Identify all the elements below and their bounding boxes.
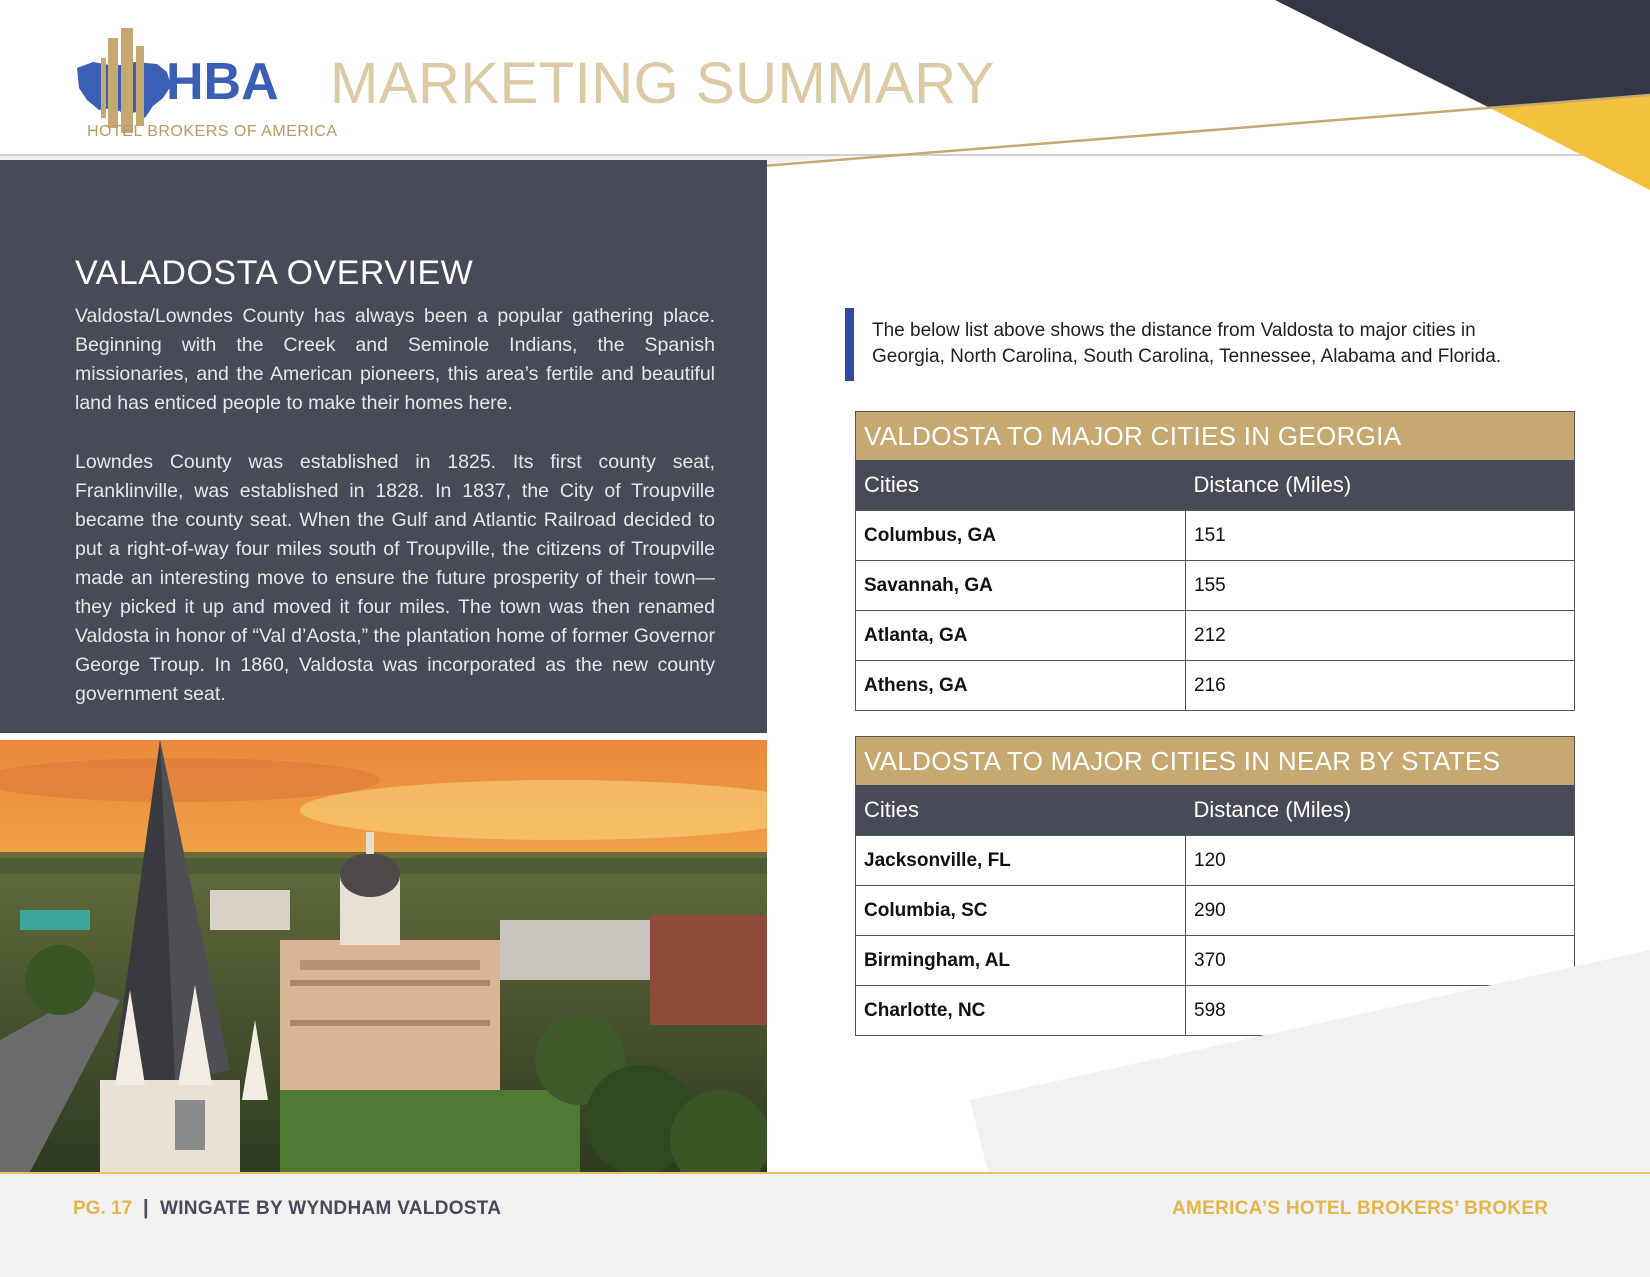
table-row bbox=[856, 836, 1575, 886]
distance-cell: 370 bbox=[1186, 936, 1575, 986]
overview-paragraph: Lowndes County was established in 1825. Its first county seat, Franklinville, was established in 1828. In 1837, the City of Troupville became the county seat. When the Gulf and Atlantic Railroad decided to put a right-of-way four miles south of Troupville, the citizens of Troupville made an interesting move to ensure the future prosperity of their town—they picked it up and moved it four miles. The town was then renamed Valdosta in honor of “Val d’Aosta,” the plantation home of former Governor George Troup. In 1860, Valdosta was incorporated as the new county government seat. bbox=[75, 451, 715, 705]
dark-corner-shape bbox=[1275, 0, 1650, 108]
column-header-cities: Cities bbox=[856, 460, 1186, 511]
valdosta-aerial-photo bbox=[0, 740, 767, 1172]
page-title: MARKETING SUMMARY bbox=[330, 51, 995, 116]
overview-paragraph: Valdosta/Lowndes County has always been a popular gathering place. Beginning with the Creek and Seminole Indians, the Spanish missionaries, and the American pioneers, this area’s fertile and beautiful land has enticed people to make their homes here. bbox=[75, 305, 715, 414]
footer bbox=[0, 1172, 1650, 1277]
table-row bbox=[856, 886, 1575, 936]
column-header-distance: Distance (Miles) bbox=[1186, 785, 1575, 836]
footer-separator: | bbox=[143, 1197, 149, 1219]
city-cell: Atlanta, GA bbox=[856, 611, 1186, 661]
city-cell: Columbia, SC bbox=[856, 886, 1186, 936]
table-row bbox=[856, 661, 1575, 711]
table-title: VALDOSTA TO MAJOR CITIES IN NEAR BY STATES bbox=[856, 737, 1575, 786]
intro-text: The below list above shows the distance from Valdosta to major cities in Georgia, North Carolina, South Carolina, Tennessee, Alabama and Florida. bbox=[872, 320, 1502, 367]
city-cell: Birmingham, AL bbox=[856, 936, 1186, 986]
distance-unit: (Miles) bbox=[1285, 797, 1352, 822]
distance-cell: 155 bbox=[1186, 561, 1575, 611]
logo-wordmark: HBA bbox=[166, 53, 279, 111]
overview-heading: VALADOSTA OVERVIEW bbox=[75, 254, 474, 292]
distance-cell: 212 bbox=[1186, 611, 1575, 661]
georgia-distance-table bbox=[855, 411, 1575, 711]
distance-unit: (Miles) bbox=[1285, 472, 1352, 497]
intro-accent-bar bbox=[845, 308, 854, 381]
city-cell: Savannah, GA bbox=[856, 561, 1186, 611]
distance-cell: 290 bbox=[1186, 886, 1575, 936]
distance-cell: 151 bbox=[1186, 511, 1575, 561]
table-row bbox=[856, 611, 1575, 661]
footer-tagline: AMERICA’S HOTEL BROKERS’ BROKER bbox=[1172, 1198, 1549, 1219]
column-header-distance: Distance (Miles) bbox=[1186, 460, 1575, 511]
distance-cell: 120 bbox=[1186, 836, 1575, 886]
table-title: VALDOSTA TO MAJOR CITIES IN GEORGIA bbox=[856, 412, 1575, 461]
city-cell: Athens, GA bbox=[856, 661, 1186, 711]
column-header-cities: Cities bbox=[856, 785, 1186, 836]
building-icon bbox=[108, 38, 118, 128]
bottom-right-gray-shape bbox=[970, 950, 1650, 1172]
table-row bbox=[856, 511, 1575, 561]
footer-decoration bbox=[0, 1174, 1650, 1277]
property-name: WINGATE BY WYNDHAM VALDOSTA bbox=[160, 1198, 502, 1219]
distance-cell: 216 bbox=[1186, 661, 1575, 711]
table-row bbox=[856, 561, 1575, 611]
city-cell: Jacksonville, FL bbox=[856, 836, 1186, 886]
city-cell: Columbus, GA bbox=[856, 511, 1186, 561]
city-cell: Charlotte, NC bbox=[856, 986, 1186, 1036]
distance-cell: 598 bbox=[1186, 986, 1575, 1036]
page-number: PG. 17 bbox=[73, 1198, 133, 1219]
logo-subtitle: HOTEL BROKERS OF AMERICA bbox=[87, 123, 338, 140]
